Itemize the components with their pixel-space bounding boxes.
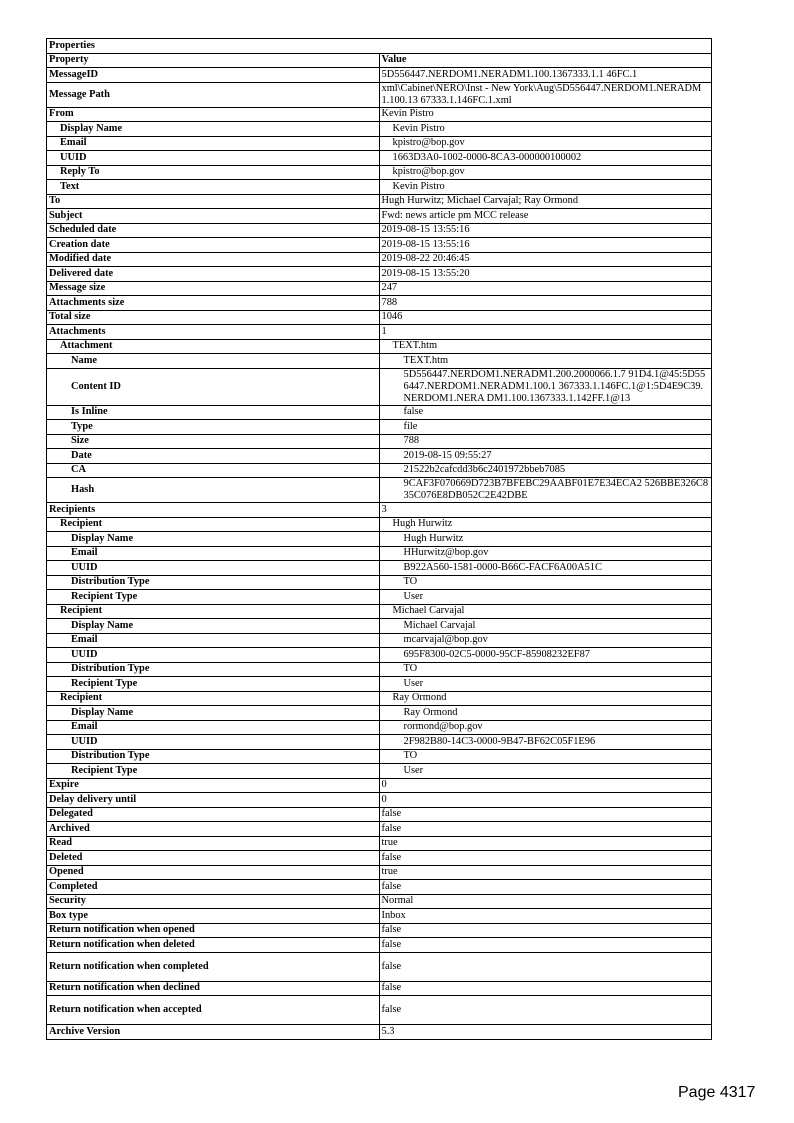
property-name: Distribution Type [47, 749, 380, 764]
property-value: xml\Cabinet\NERO\Inst - New York\Aug\5D556447.NERDOM1.NERADM1.100.13 67333.1.146FC.1.xml [379, 82, 712, 107]
property-value: false [379, 981, 712, 996]
table-row [47, 793, 712, 808]
property-name: UUID [47, 648, 380, 663]
property-value: 247 [379, 281, 712, 296]
property-name: Recipient Type [47, 590, 380, 605]
table-row [47, 981, 712, 996]
table-title: Properties [47, 39, 712, 54]
table-row [47, 296, 712, 311]
property-value: 2019-08-15 13:55:20 [379, 267, 712, 282]
property-name: Modified date [47, 252, 380, 267]
property-value: 788 [379, 434, 712, 449]
property-name: Content ID [47, 368, 380, 405]
property-value: Fwd: news article pm MCC release [379, 209, 712, 224]
property-name: Read [47, 836, 380, 851]
table-row [47, 677, 712, 692]
property-name: Box type [47, 909, 380, 924]
table-row [47, 434, 712, 449]
property-name: Recipient [47, 517, 380, 532]
property-name: Distribution Type [47, 575, 380, 590]
property-value: 1046 [379, 310, 712, 325]
property-name: Email [47, 546, 380, 561]
table-row [47, 209, 712, 224]
table-row [47, 735, 712, 750]
property-value: false [379, 923, 712, 938]
table-row [47, 420, 712, 435]
property-value: true [379, 836, 712, 851]
property-value: false [379, 880, 712, 895]
property-value: 0 [379, 778, 712, 793]
table-row [47, 517, 712, 532]
property-value: false [379, 822, 712, 837]
property-name: Name [47, 354, 380, 369]
table-row [47, 1025, 712, 1040]
table-row [47, 252, 712, 267]
table-row [47, 281, 712, 296]
property-name: Email [47, 720, 380, 735]
table-row [47, 107, 712, 122]
property-name: Date [47, 449, 380, 464]
property-name: Hash [47, 478, 380, 503]
table-row [47, 325, 712, 340]
table-row [47, 648, 712, 663]
property-name: Expire [47, 778, 380, 793]
property-value: false [379, 996, 712, 1025]
table-row [47, 339, 712, 354]
property-value: B922A560-1581-0000-B66C-FACF6A00A51C [379, 561, 712, 576]
property-name: Size [47, 434, 380, 449]
property-name: Delegated [47, 807, 380, 822]
table-row [47, 807, 712, 822]
property-name: Return notification when completed [47, 952, 380, 981]
property-name: Email [47, 136, 380, 151]
property-value: Kevin Pistro [379, 122, 712, 137]
property-name: Distribution Type [47, 662, 380, 677]
properties-table [46, 38, 712, 1040]
property-value: TO [379, 662, 712, 677]
table-row [47, 165, 712, 180]
table-row [47, 865, 712, 880]
property-name: Is Inline [47, 405, 380, 420]
property-value: Ray Ormond [379, 706, 712, 721]
property-value: 0 [379, 793, 712, 808]
property-name: Display Name [47, 619, 380, 634]
property-value: file [379, 420, 712, 435]
table-row [47, 662, 712, 677]
property-name: Delay delivery until [47, 793, 380, 808]
property-name: Creation date [47, 238, 380, 253]
header-value: Value [379, 53, 712, 68]
property-value: false [379, 938, 712, 953]
table-row [47, 822, 712, 837]
table-row [47, 764, 712, 779]
property-name: Recipient [47, 691, 380, 706]
property-name: Recipient [47, 604, 380, 619]
table-row [47, 836, 712, 851]
property-name: Attachment [47, 339, 380, 354]
property-name: Delivered date [47, 267, 380, 282]
property-value: 2019-08-15 09:55:27 [379, 449, 712, 464]
property-name: To [47, 194, 380, 209]
table-row [47, 561, 712, 576]
table-row [47, 706, 712, 721]
property-name: Archive Version [47, 1025, 380, 1040]
property-name: UUID [47, 561, 380, 576]
page-number: Page 4317 [678, 1084, 756, 1101]
property-value: rormond@bop.gov [379, 720, 712, 735]
property-name: Attachments size [47, 296, 380, 311]
title-row [47, 39, 712, 54]
properties-table-body [47, 39, 712, 1040]
table-row [47, 938, 712, 953]
property-name: Total size [47, 310, 380, 325]
property-name: Display Name [47, 706, 380, 721]
table-row [47, 503, 712, 518]
table-row [47, 223, 712, 238]
table-row [47, 136, 712, 151]
property-name: Type [47, 420, 380, 435]
table-row [47, 691, 712, 706]
property-value: false [379, 952, 712, 981]
table-row [47, 749, 712, 764]
property-name: Scheduled date [47, 223, 380, 238]
property-value: kpistro@bop.gov [379, 136, 712, 151]
property-value: Hugh Hurwitz [379, 532, 712, 547]
property-value: 1 [379, 325, 712, 340]
property-value: TO [379, 575, 712, 590]
property-value: TO [379, 749, 712, 764]
header-property: Property [47, 53, 380, 68]
property-name: Text [47, 180, 380, 195]
property-value: 788 [379, 296, 712, 311]
header-row [47, 53, 712, 68]
property-value: User [379, 764, 712, 779]
property-name: CA [47, 463, 380, 478]
property-name: Opened [47, 865, 380, 880]
property-value: HHurwitz@bop.gov [379, 546, 712, 561]
property-value: Inbox [379, 909, 712, 924]
table-row [47, 604, 712, 619]
table-row [47, 894, 712, 909]
property-value: TEXT.htm [379, 339, 712, 354]
property-value: User [379, 590, 712, 605]
property-name: Return notification when deleted [47, 938, 380, 953]
table-row [47, 952, 712, 981]
property-name: Return notification when declined [47, 981, 380, 996]
table-row [47, 238, 712, 253]
property-name: Return notification when opened [47, 923, 380, 938]
table-row [47, 575, 712, 590]
table-row [47, 267, 712, 282]
property-name: Return notification when accepted [47, 996, 380, 1025]
property-value: Ray Ormond [379, 691, 712, 706]
property-value: 21522b2cafcdd3b6c2401972bbeb7085 [379, 463, 712, 478]
property-name: Attachments [47, 325, 380, 340]
table-row [47, 619, 712, 634]
table-row [47, 122, 712, 137]
property-value: Hugh Hurwitz; Michael Carvajal; Ray Ormond [379, 194, 712, 209]
property-value: 9CAF3F070669D723B7BFEBC29AABF01E7E34ECA2 526BBE326C835C076E8DB052C2E42DBE [379, 478, 712, 503]
table-row [47, 923, 712, 938]
table-row [47, 310, 712, 325]
property-name: Archived [47, 822, 380, 837]
property-value: false [379, 851, 712, 866]
property-value: 2019-08-15 13:55:16 [379, 223, 712, 238]
property-value: Hugh Hurwitz [379, 517, 712, 532]
table-row [47, 68, 712, 83]
property-name: Display Name [47, 122, 380, 137]
table-row [47, 449, 712, 464]
table-row [47, 463, 712, 478]
table-row [47, 368, 712, 405]
property-value: 5D556447.NERDOM1.NERADM1.200.2000066.1.7 91D4.1@45:5D556447.NERDOM1.NERADM1.100.1 367333.1.146FC.1@1:5D4E9C39.NERDOM1.NERA DM1.100.1367333.1.142FF.1@13 [379, 368, 712, 405]
property-value: 5.3 [379, 1025, 712, 1040]
property-value: TEXT.htm [379, 354, 712, 369]
table-row [47, 151, 712, 166]
property-name: UUID [47, 151, 380, 166]
property-name: Recipient Type [47, 764, 380, 779]
table-row [47, 405, 712, 420]
property-value: mcarvajal@bop.gov [379, 633, 712, 648]
table-row [47, 82, 712, 107]
table-row [47, 996, 712, 1025]
property-value: User [379, 677, 712, 692]
table-row [47, 180, 712, 195]
table-row [47, 851, 712, 866]
table-row [47, 354, 712, 369]
table-row [47, 778, 712, 793]
property-name: Message Path [47, 82, 380, 107]
property-value: false [379, 807, 712, 822]
property-value: false [379, 405, 712, 420]
table-row [47, 478, 712, 503]
property-value: 2F982B80-14C3-0000-9B47-BF62C05F1E96 [379, 735, 712, 750]
property-value: true [379, 865, 712, 880]
property-name: Display Name [47, 532, 380, 547]
property-name: UUID [47, 735, 380, 750]
property-value: 5D556447.NERDOM1.NERADM1.100.1367333.1.1 46FC.1 [379, 68, 712, 83]
property-name: From [47, 107, 380, 122]
table-row [47, 590, 712, 605]
table-row [47, 880, 712, 895]
property-name: Security [47, 894, 380, 909]
property-value: Kevin Pistro [379, 107, 712, 122]
table-row [47, 532, 712, 547]
property-name: Message size [47, 281, 380, 296]
property-name: Completed [47, 880, 380, 895]
property-value: 695F8300-02C5-0000-95CF-85908232EF87 [379, 648, 712, 663]
property-value: 1663D3A0-1002-0000-8CA3-000000100002 [379, 151, 712, 166]
property-name: MessageID [47, 68, 380, 83]
property-value: kpistro@bop.gov [379, 165, 712, 180]
property-value: Michael Carvajal [379, 604, 712, 619]
table-row [47, 546, 712, 561]
table-row [47, 633, 712, 648]
property-value: 2019-08-22 20:46:45 [379, 252, 712, 267]
property-value: Michael Carvajal [379, 619, 712, 634]
table-row [47, 720, 712, 735]
property-value: 2019-08-15 13:55:16 [379, 238, 712, 253]
table-row [47, 194, 712, 209]
property-value: Normal [379, 894, 712, 909]
table-row [47, 909, 712, 924]
property-name: Reply To [47, 165, 380, 180]
property-name: Subject [47, 209, 380, 224]
property-value: 3 [379, 503, 712, 518]
property-name: Email [47, 633, 380, 648]
property-name: Deleted [47, 851, 380, 866]
property-name: Recipients [47, 503, 380, 518]
property-name: Recipient Type [47, 677, 380, 692]
property-value: Kevin Pistro [379, 180, 712, 195]
